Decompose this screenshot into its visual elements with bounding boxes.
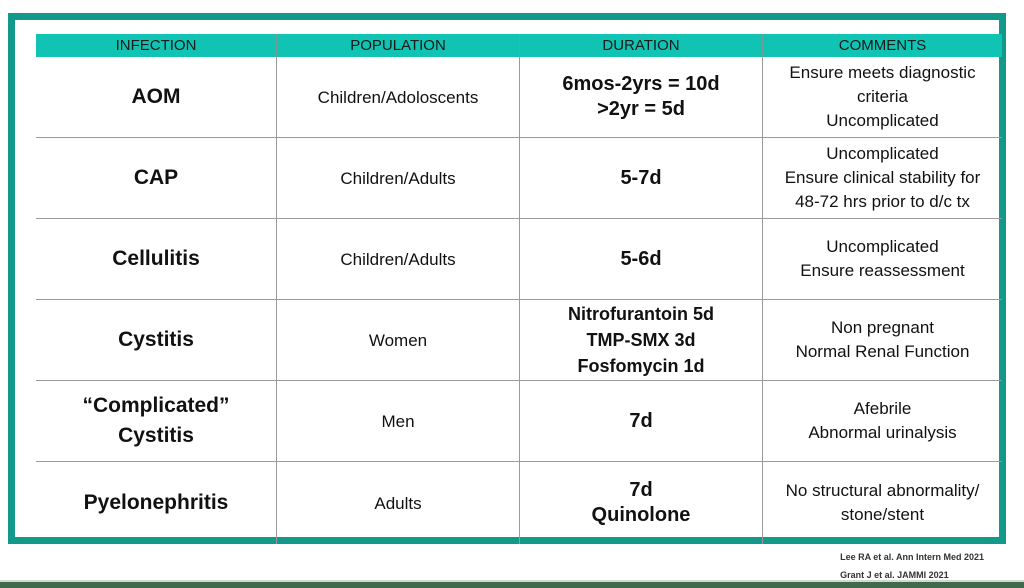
slide-frame <box>8 13 1006 544</box>
infection-cell: AOM <box>131 85 181 108</box>
bottom-bar <box>0 580 1024 588</box>
population-cell: Men <box>277 381 520 462</box>
table-row <box>36 138 1002 219</box>
header-infection: INFECTION <box>36 34 277 57</box>
comments-cell: Uncomplicated Ensure reassessment <box>763 219 1003 300</box>
references <box>840 548 984 584</box>
population-cell: Children/Adults <box>277 219 520 300</box>
comments-cell: Ensure meets diagnostic criteria Uncomplicated <box>763 57 1003 138</box>
table-row <box>36 381 1002 462</box>
table-row <box>36 57 1002 138</box>
infection-cell: Pyelonephritis <box>36 462 277 545</box>
infection-cell: Cystitis <box>36 300 277 381</box>
population-cell: Women <box>277 300 520 381</box>
infection-cell: CAP <box>36 138 277 219</box>
population-cell: Adults <box>277 462 520 545</box>
duration-cell: Nitrofurantoin 5d TMP-SMX 3d Fosfomycin 1d <box>520 300 763 381</box>
comments-cell: Afebrile Abnormal urinalysis <box>763 381 1003 462</box>
reference-1: Lee RA et al. Ann Intern Med 2021 <box>840 552 984 562</box>
reference-2: Grant J et al. JAMMI 2021 <box>840 570 949 580</box>
duration-cell: 5-6d <box>520 219 763 300</box>
duration-cell: 7d <box>520 381 763 462</box>
comments-cell: No structural abnormality/ stone/stent <box>763 462 1003 545</box>
population-cell: Children/Adoloscents <box>277 57 520 138</box>
duration-cell: 7d Quinolone <box>520 462 763 545</box>
comments-cell: Non pregnant Normal Renal Function <box>763 300 1003 381</box>
header-comments: COMMENTS <box>763 34 1003 57</box>
table-row <box>36 462 1002 545</box>
duration-cell: 5-7d <box>520 138 763 219</box>
table-row <box>36 300 1002 381</box>
table-row <box>36 219 1002 300</box>
population-cell: Children/Adults <box>277 138 520 219</box>
header-population: POPULATION <box>277 34 520 57</box>
antibiotic-duration-table <box>36 34 1002 544</box>
header-duration: DURATION <box>520 34 763 57</box>
infection-cell: Cellulitis <box>36 219 277 300</box>
header-row <box>36 34 1002 57</box>
infection-cell: “Complicated” Cystitis <box>36 381 277 462</box>
duration-cell: 6mos-2yrs = 10d >2yr = 5d <box>520 57 763 138</box>
comments-cell: Uncomplicated Ensure clinical stability for 48-72 hrs prior to d/c tx <box>763 138 1003 219</box>
